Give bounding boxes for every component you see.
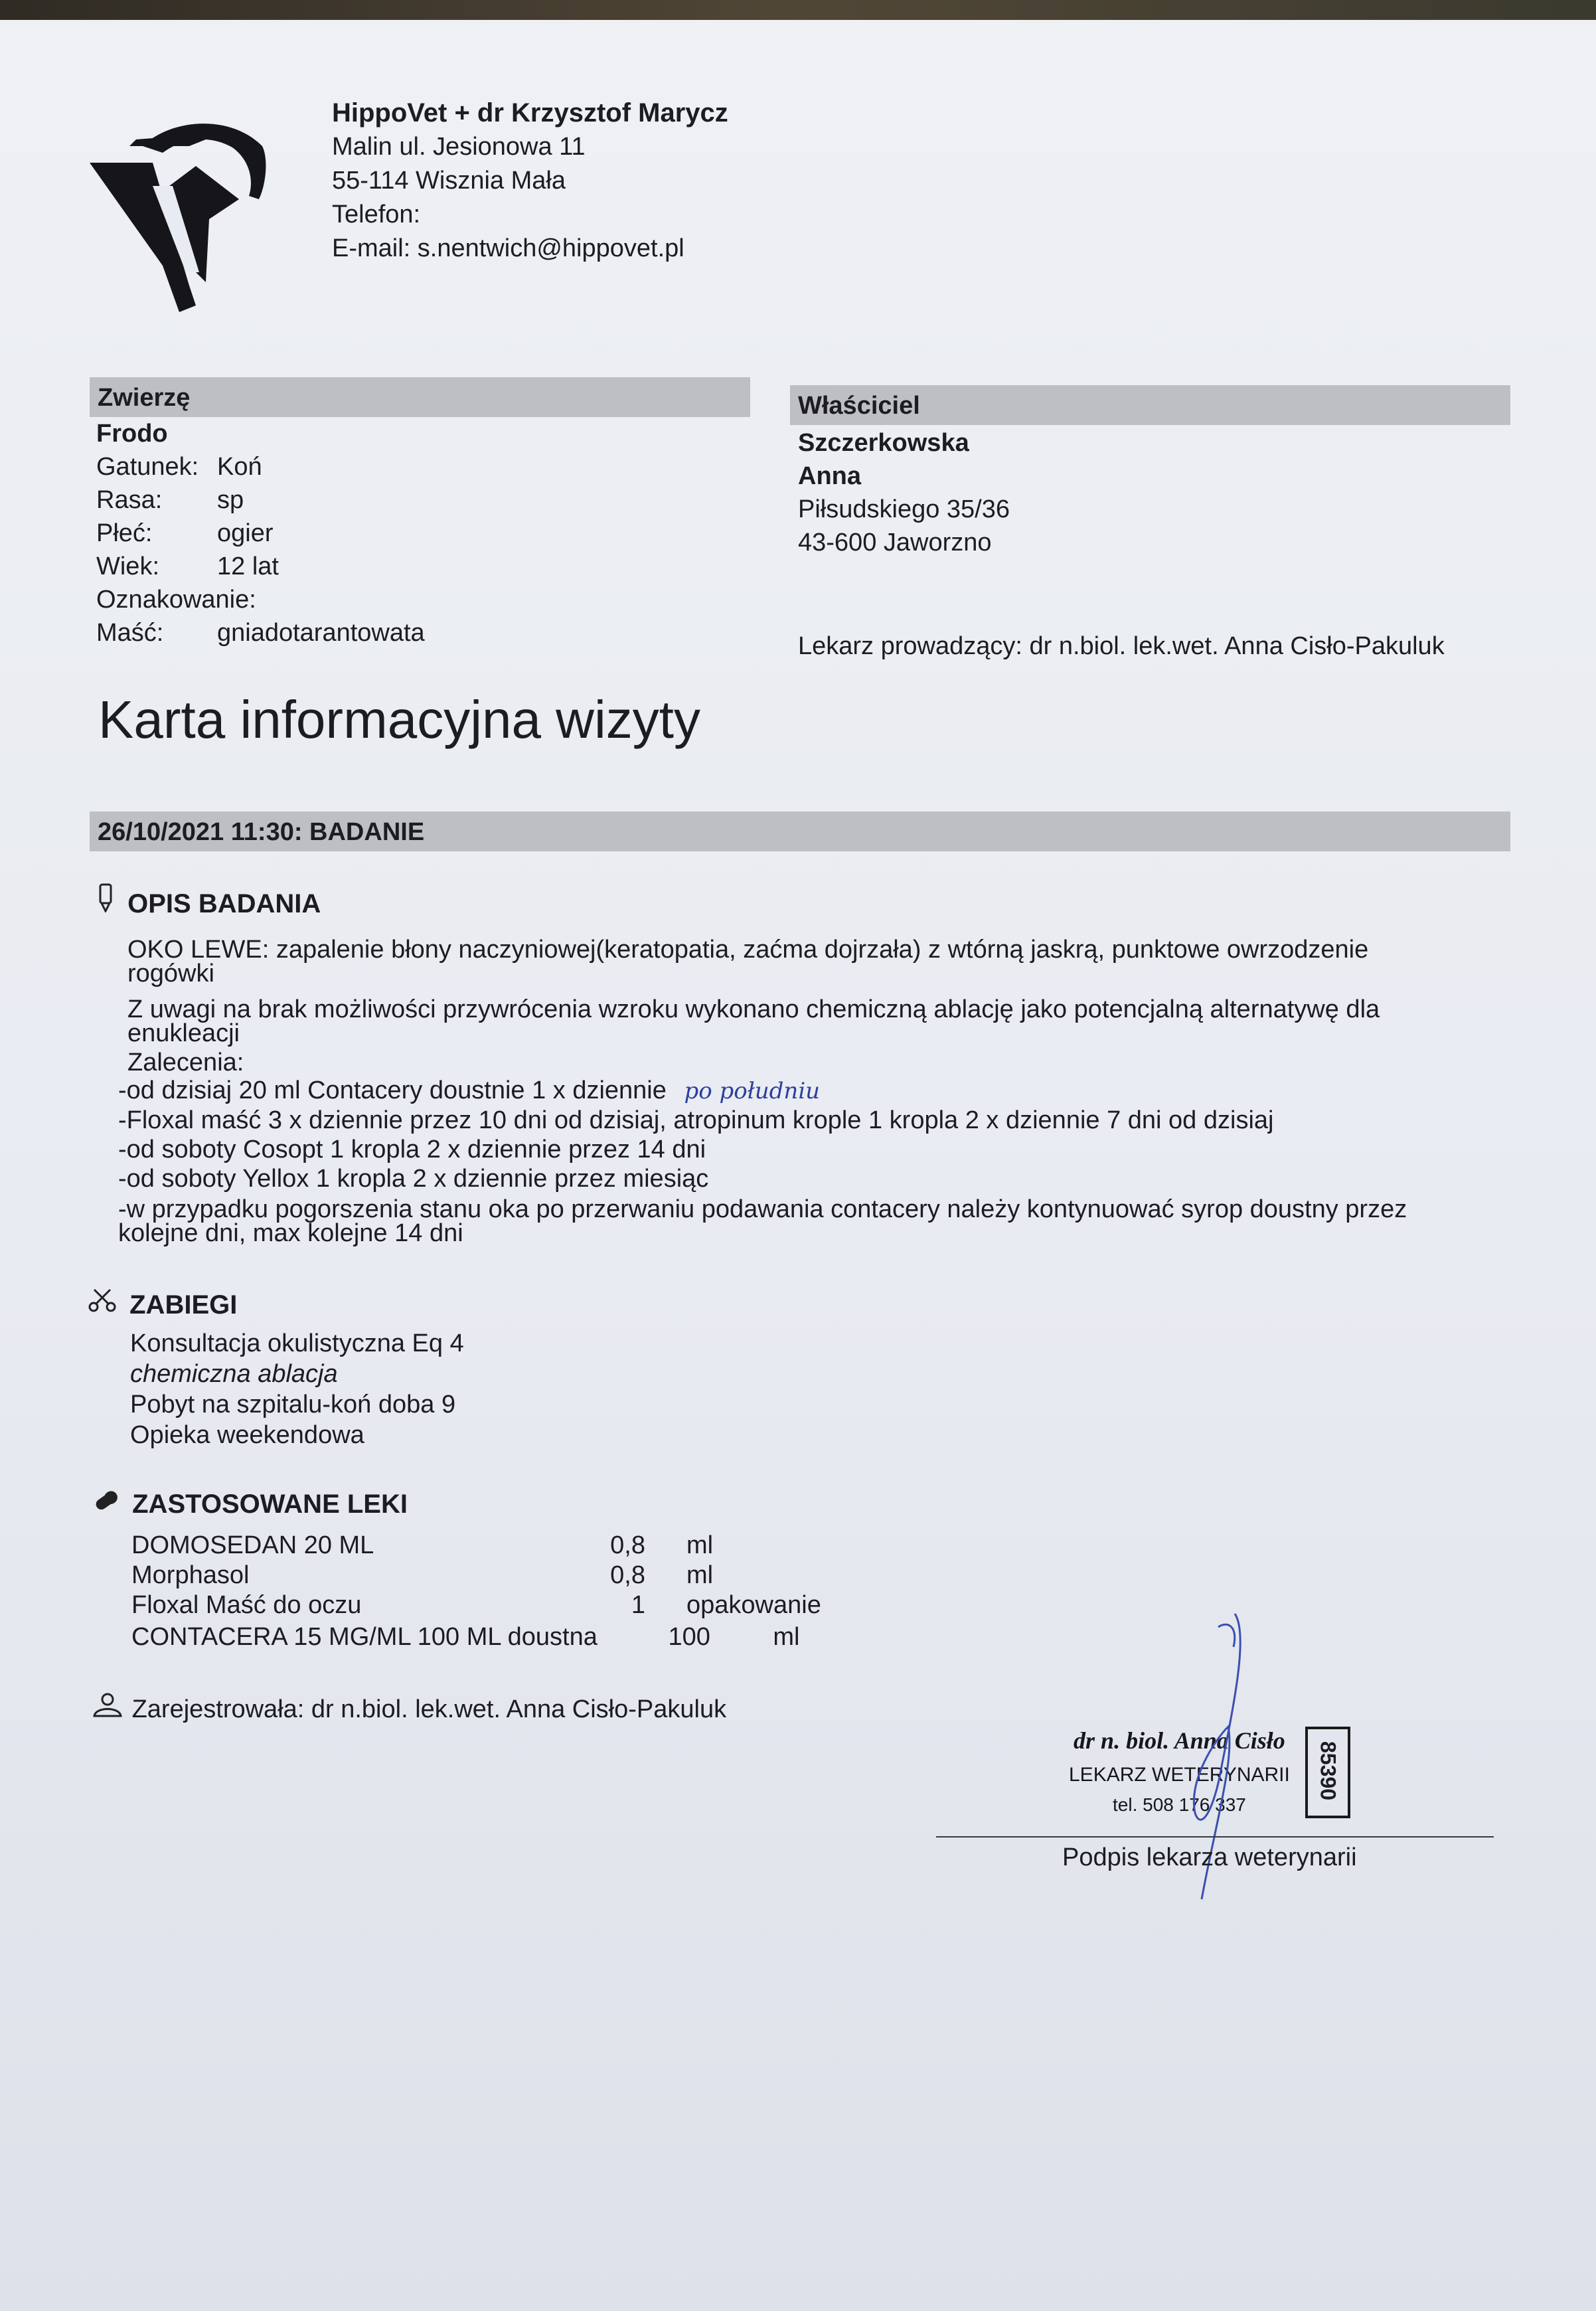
clinic-address-city: 55-114 Wisznia Mała: [332, 167, 566, 195]
medications-heading: ZASTOSOWANE LEKI: [132, 1490, 408, 1519]
signature-line: [936, 1836, 1494, 1838]
owner-first-name: Anna: [798, 462, 861, 490]
clinic-info: [332, 96, 728, 266]
clinic-address-street: Malin ul. Jesionowa 11: [332, 133, 586, 161]
animal-name: Frodo: [96, 420, 168, 448]
owner-surname: Szczerkowska: [798, 429, 969, 457]
exam-heading-row: [96, 883, 321, 919]
document-title: Karta informacyjna wizyty: [98, 690, 700, 749]
exam-line: -w przypadku pogorszenia stanu oka po przerwaniu podawania contacery należy kontynuować syrop doustny przez: [118, 1195, 1407, 1223]
stamp-license: 85390: [1316, 1741, 1340, 1800]
animal-field: Wiek: 12 lat: [96, 553, 279, 580]
procedure-item: Konsultacja okulistyczna Eq 4: [130, 1329, 464, 1357]
owner-details: [798, 426, 1010, 559]
exam-line: kolejne dni, max kolejne 14 dni: [118, 1219, 463, 1247]
animal-field: Maść: gniadotarantowata: [96, 619, 425, 647]
exam-line-with-note: [118, 1076, 1407, 1106]
med-name: Morphasol: [131, 1561, 250, 1589]
visit-header-bar: [90, 812, 1510, 851]
pill-icon: [93, 1489, 120, 1519]
registered-by: Zarejestrowała: dr n.biol. lek.wet. Anna Cisło-Pakuluk: [131, 1695, 727, 1723]
animal-field: Oznakowanie:: [96, 586, 256, 614]
owner-street: Piłsudskiego 35/36: [798, 495, 1010, 523]
procedure-item: Opieka weekendowa: [130, 1421, 364, 1449]
user-icon: [92, 1692, 123, 1726]
stamp-phone: tel. 508 176 337: [1113, 1794, 1246, 1815]
exam-line: -od soboty Cosopt 1 kropla 2 x dziennie przez 14 dni: [118, 1136, 706, 1163]
scissors-icon: [88, 1287, 117, 1320]
animal-field: Gatunek: Koń: [96, 453, 262, 481]
exam-line: rogówki: [127, 960, 214, 987]
med-name: DOMOSEDAN 20 ML: [131, 1531, 374, 1559]
owner-header-bar: [790, 385, 1510, 425]
procedures-heading-row: [88, 1287, 237, 1320]
med-qty: 1: [631, 1591, 645, 1619]
animal-header-bar: [90, 377, 750, 417]
exam-line: Z uwagi na brak możliwości przywrócenia wzroku wykonano chemiczną ablację jako potencjalną alternatywę dla: [127, 995, 1380, 1023]
procedures-heading: ZABIEGI: [129, 1290, 238, 1320]
stamp-name: dr n. biol. Anna Cisło: [1074, 1727, 1285, 1754]
med-qty: 0,8: [610, 1531, 645, 1559]
med-unit: ml: [686, 1561, 714, 1589]
exam-line: OKO LEWE: zapalenie błony naczyniowej(keratopatia, zaćma dojrzała) z wtórną jaskrą, punktowe owrzodzenie: [127, 936, 1369, 964]
signature-label: Podpis lekarza weterynarii: [1062, 1843, 1357, 1871]
medications-heading-row: [93, 1489, 408, 1519]
procedure-item: chemiczna ablacja: [130, 1360, 338, 1388]
pen-icon: [96, 883, 115, 919]
clinic-logo: [90, 106, 276, 319]
table-row: [131, 1590, 821, 1620]
exam-line: -Floxal maść 3 x dziennie przez 10 dni od dzisiaj, atropinum krople 1 kropla 2 x dziennie 7 dni od dzisiaj: [118, 1106, 1274, 1134]
animal-details: [96, 417, 425, 649]
stamp-license-box: [1305, 1727, 1350, 1818]
procedures-list: [130, 1328, 464, 1450]
med-unit: ml: [686, 1531, 714, 1559]
visit-header: 26/10/2021 11:30: BADANIE: [98, 818, 425, 846]
med-name: CONTACERA 15 MG/ML 100 ML doustna: [131, 1623, 598, 1651]
exam-line: Zalecenia:: [127, 1049, 244, 1076]
med-row-contacera: [131, 1620, 800, 1654]
animal-header: Zwierzę: [98, 384, 191, 412]
exam-line: -od soboty Yellox 1 kropla 2 x dziennie przez miesiąc: [118, 1165, 709, 1193]
exam-line: enukleacji: [127, 1019, 240, 1047]
procedure-item: Pobyt na szpitalu-koń doba 9: [130, 1391, 456, 1418]
clinic-phone: Telefon:: [332, 201, 421, 228]
animal-field: Rasa: sp: [96, 486, 244, 514]
attending-doctor: Lekarz prowadzący: dr n.biol. lek.wet. Anna Cisło-Pakuluk: [798, 632, 1445, 660]
exam-description: [118, 935, 1407, 1248]
handwritten-note: po południu: [684, 1078, 821, 1104]
registered-by-row: [92, 1692, 726, 1726]
animal-field: Płeć: ogier: [96, 519, 274, 547]
owner-city: 43-600 Jaworzno: [798, 529, 992, 556]
med-unit: ml: [773, 1623, 800, 1651]
exam-line: -od dzisiaj 20 ml Contacery doustnie 1 x dziennie: [118, 1076, 667, 1104]
medications-table: [131, 1531, 821, 1620]
med-qty: 0,8: [610, 1561, 645, 1589]
clinic-name: HippoVet + dr Krzysztof Marycz: [332, 98, 728, 128]
clinic-email: E-mail: s.nentwich@hippovet.pl: [332, 234, 684, 262]
med-name: Floxal Maść do oczu: [131, 1591, 362, 1619]
owner-header: Właściciel: [798, 392, 920, 420]
exam-heading: OPIS BADANIA: [127, 889, 321, 918]
med-qty: 100: [668, 1623, 710, 1651]
table-row: [131, 1561, 821, 1590]
stamp-title: LEKARZ WETERYNARII: [1069, 1764, 1290, 1786]
table-row: [131, 1531, 821, 1561]
med-unit: opakowanie: [686, 1591, 821, 1619]
